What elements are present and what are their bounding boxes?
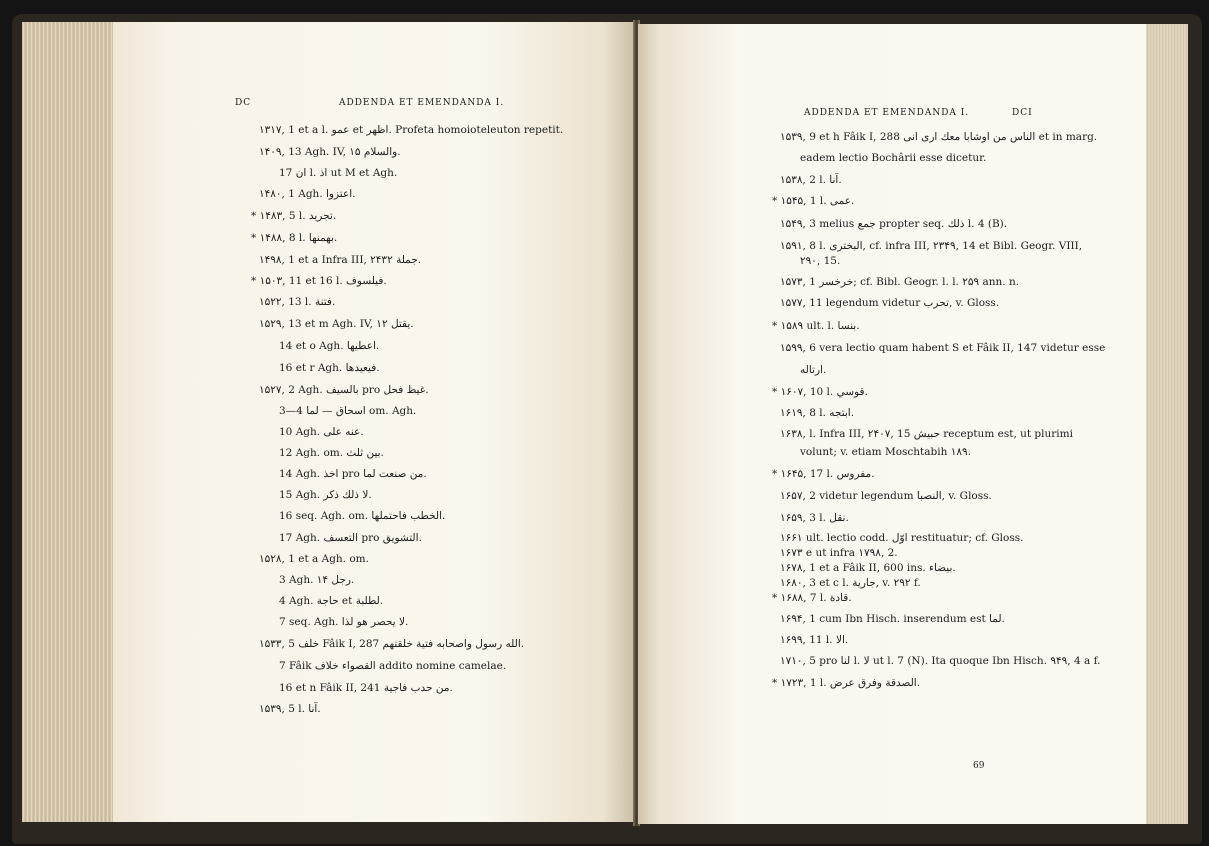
left-entry-line: 17 ان l. اذ ut M et Agh. <box>279 167 398 179</box>
right-entry-line: ارتاله. <box>800 364 827 376</box>
left-entry-line: * ۱۵۰۳, 11 et 16 l. فيلسوف. <box>251 275 387 287</box>
left-entry-line: ۱۵۲۷, 2 Agh. بالسيف pro غيظ فحل. <box>259 384 429 396</box>
left-entry-line: ۱۵۳۹, 5 l. آنا. <box>259 703 321 715</box>
left-entry-line: 16 et n Fâik II, 241 من حدب فاجية. <box>279 682 453 694</box>
left-entry-line: 14 Agh. اخذ pro من صنعت لما. <box>279 468 427 480</box>
left-entry-line: 3—4 اسحاق — لما om. Agh. <box>279 405 417 417</box>
left-page-edges <box>22 22 117 822</box>
right-entry-line: ۱۵۳۹, 9 et h Fâik I, 288 الناس من اوشابا معك ارى انى et in marg. <box>780 131 1098 143</box>
right-entry-line: ۱۶۷۸, 1 et a Fâik II, 600 ins. بيضاء. <box>780 562 956 574</box>
left-entry-line: ۱۵۲۲, 13 l. فتنة. <box>259 296 336 308</box>
left-entry-line: 7 Fâik القصواء خلاف addito nomine camelae. <box>279 660 507 672</box>
left-page <box>113 22 635 822</box>
right-entry-line: ۱۶۵۹, 3 l. نقل. <box>780 512 849 524</box>
left-entry-line: ۱۳۱۷, 1 et a l. عمو et اظهر. Profeta homoioteleuton repetit. <box>259 124 564 136</box>
right-running-title: ADDENDA ET EMENDANDA I. <box>804 108 970 118</box>
left-entry-line: 12 Agh. om. بين ثلث. <box>279 447 384 459</box>
right-entry-line: ۱۶۸۰, 3 et c l. جارية, v. ۲۹۲ f. <box>780 577 921 589</box>
left-entry-line: 17 Agh. التعسف pro التشويق. <box>279 532 422 544</box>
right-entry-line: ۱۵۹۹, 6 vera lectio quam habent S et Fâik II, 147 videtur esse <box>780 342 1106 354</box>
right-page-number: DCI <box>1012 108 1033 118</box>
left-entry-line: 7 seq. Agh. لا يحصر هو لذا. <box>279 616 409 628</box>
left-entry-line: 15 Agh. لا ذلك ذكر. <box>279 489 372 501</box>
left-entry-line: ۱۵۲۹, 13 et m Agh. IV, ۱۲ يقتل. <box>259 318 414 330</box>
right-entry-line: ۲۹۰, 15. <box>800 255 841 267</box>
right-entry-line: ۱۵۷۷, 11 legendum videtur تحرب, v. Gloss. <box>780 297 1000 309</box>
left-entry-line: ۱۴۰۹, 13 Agh. IV, ۱۵ والسلام. <box>259 146 401 158</box>
right-entry-line: ۱۷۱۰, 5 pro لنا l. لا ut l. 7 (N). Ita quoque Ibn Hisch. ۹۴۹, 4 a f. <box>780 655 1101 667</box>
left-page-number: DC <box>235 98 252 108</box>
left-entry-line: ۱۵۲۸, 1 et a Agh. om. <box>259 553 369 565</box>
left-running-title: ADDENDA ET EMENDANDA I. <box>339 98 505 108</box>
right-entry-line: * ۱۵۸۹ ult. l. بنسا. <box>772 320 860 332</box>
right-entry-line: ۱۶۷۳ e ut infra ۱۷۹۸, 2. <box>780 547 898 559</box>
right-entry-line: * ۱۶۰۷, 10 l. قوسي. <box>772 386 868 398</box>
right-entry-line: * ۱۷۲۳, 1 l. الصدقة وفرق عرض. <box>772 677 921 689</box>
right-entry-line: * ۱۵۴۵, 1 l. عمى. <box>772 195 855 207</box>
right-entry-line: ۱۶۳۸, l. Infra III, ۲۴۰۷, 15 حبيش receptum est, ut plurimi <box>780 428 1073 440</box>
right-entry-line: ۱۵۹۱, 8 l. البخترى, cf. infra III, ۲۳۴۹, 14 et Bibl. Geogr. VIII, <box>780 240 1083 252</box>
left-entry-line: * ۱۴۸۸, 8 l. بهمنها. <box>251 232 338 244</box>
signature-mark: 69 <box>973 761 985 771</box>
left-entry-line: 4 Agh. حاجة et لطلبة. <box>279 595 384 607</box>
right-entry-line: ۱۶۶۱ ult. lectio codd. اوّل restituatur; cf. Gloss. <box>780 532 1024 544</box>
right-entry-line: eadem lectio Bochârii esse dicetur. <box>800 152 987 164</box>
right-entry-line: ۱۵۳۸, 2 l. آنا. <box>780 174 842 186</box>
right-entry-line: * ۱۶۴۵, 17 l. مفروس. <box>772 468 875 480</box>
right-entry-line: ۱۶۵۷, 2 videtur legendum النصبا, v. Gloss. <box>780 490 992 502</box>
right-entry-line: ۱۶۹۹, 11 l. الا. <box>780 634 849 646</box>
right-entry-line: volunt; v. etiam Moschtabih ۱۸۹. <box>800 446 971 458</box>
right-entry-line: ۱۵۷۳, 1 خرخسر; cf. Bibl. Geogr. l. l. ۲۵۹ ann. n. <box>780 276 1020 288</box>
left-entry-line: ۱۴۸۰, 1 Agh. اعتزوا. <box>259 188 356 200</box>
left-entry-line: * ۱۴۸۳, 5 l. تجريد. <box>251 210 337 222</box>
right-entry-line: ۱۶۱۹, 8 l. ابتجه. <box>780 407 855 419</box>
left-entry-line: ۱۵۳۳, 5 خلف Fâik I, 287 الله رسول واصحابه فتية خلقتهم. <box>259 638 525 650</box>
left-entry-line: 16 et r Agh. فيعيدها. <box>279 362 380 374</box>
left-entry-line: ۱۴۹۸, 1 et a Infra III, ۲۴۳۲ جملة. <box>259 254 422 266</box>
right-entry-line: * ۱۶۸۸, 7 l. قادة. <box>772 592 852 604</box>
right-entry-line: ۱۶۹۴, 1 cum Ibn Hisch. inserendum est لما. <box>780 613 1005 625</box>
left-entry-line: 14 et o Agh. اعطيها. <box>279 340 380 352</box>
right-page-edges <box>1146 24 1188 824</box>
left-entry-line: 3 Agh. ۱۴ رجل. <box>279 574 355 586</box>
right-entry-line: ۱۵۴۹, 3 melius جمع propter seq. ذلك l. 4 (B). <box>780 218 1008 230</box>
right-page <box>638 24 1146 824</box>
left-entry-line: 16 seq. Agh. om. الخطب فاحتملها. <box>279 510 446 522</box>
left-entry-line: 10 Agh. عنه على. <box>279 426 364 438</box>
